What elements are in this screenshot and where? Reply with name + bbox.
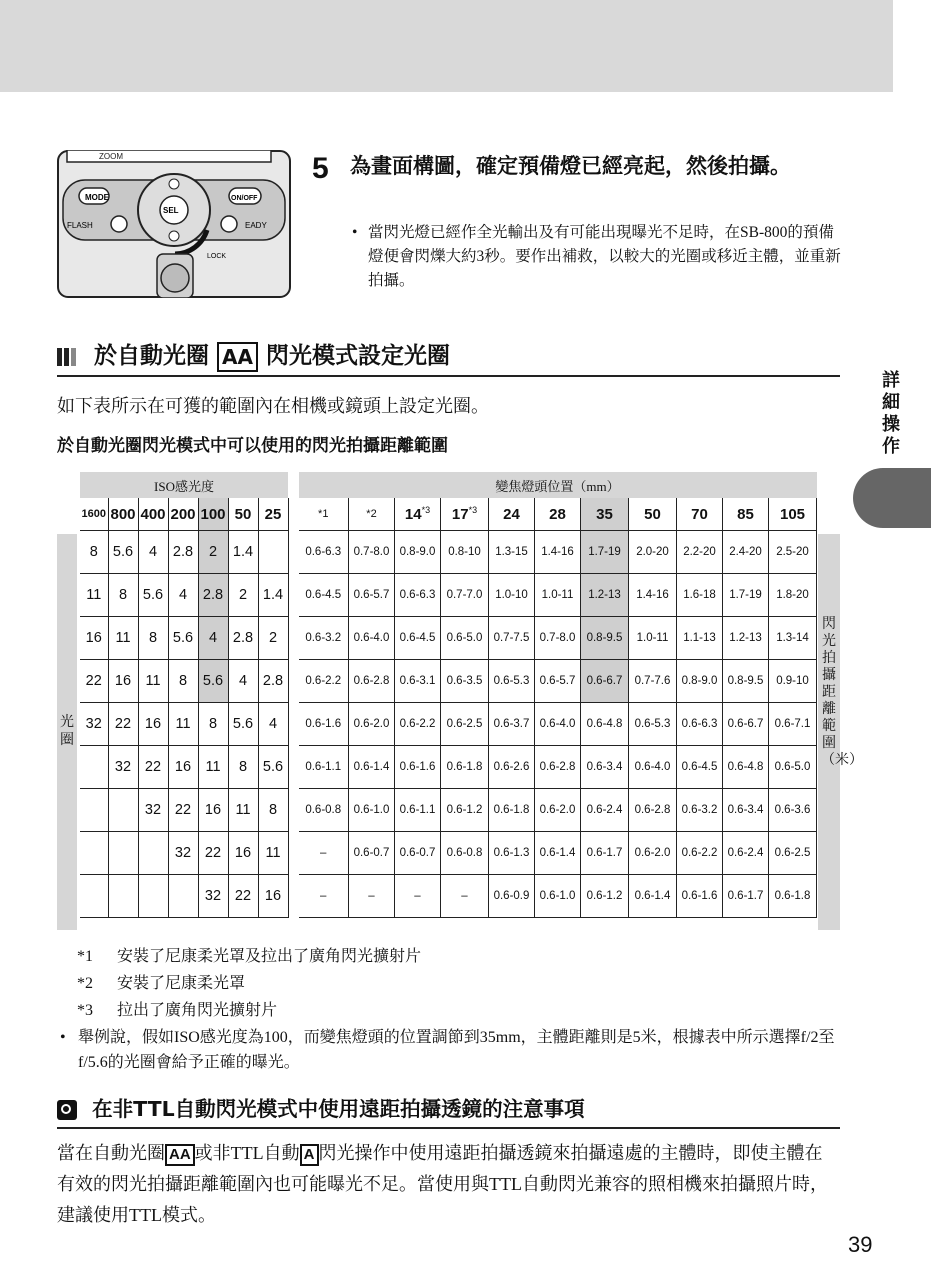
distance-cell: 0.6-2.8 bbox=[629, 789, 677, 832]
aperture-cell bbox=[108, 789, 138, 832]
aperture-cell: 16 bbox=[198, 789, 228, 832]
distance-cell: 0.6-4.8 bbox=[723, 746, 769, 789]
section2-body bbox=[57, 1138, 837, 1231]
aperture-cell: 8 bbox=[168, 660, 198, 703]
aperture-cell: 22 bbox=[80, 660, 108, 703]
aperture-cell: 22 bbox=[108, 703, 138, 746]
aperture-cell: 2.8 bbox=[198, 574, 228, 617]
distance-cell: 0.6-1.7 bbox=[581, 832, 629, 875]
aperture-cell: 1.4 bbox=[258, 574, 288, 617]
ready-label: EADY bbox=[245, 221, 267, 230]
iso-value-header: 800 bbox=[108, 498, 138, 531]
distance-cell: 2.5-20 bbox=[769, 531, 817, 574]
zoom-header: 變焦燈頭位置（mm） bbox=[299, 472, 817, 498]
section-title-suffix: 閃光模式設定光圈 bbox=[266, 343, 451, 369]
footnote-text: 拉出了廣角閃光擴射片 bbox=[117, 1002, 278, 1019]
aperture-cell: 8 bbox=[108, 574, 138, 617]
aperture-cell bbox=[138, 875, 168, 918]
distance-cell: 0.7-7.6 bbox=[629, 660, 677, 703]
footnote-key: *3 bbox=[77, 1002, 93, 1019]
flash-panel-drawing bbox=[57, 150, 291, 298]
zoom-position-header bbox=[395, 498, 441, 531]
iso-value-header: 1600 bbox=[80, 498, 108, 531]
distance-cell: 0.6-1.2 bbox=[441, 789, 489, 832]
flash-control-panel-illustration bbox=[57, 150, 291, 298]
aperture-cell bbox=[108, 875, 138, 918]
aperture-cell: 8 bbox=[198, 703, 228, 746]
zoom-position-header bbox=[629, 498, 677, 531]
distance-cell: 0.6-2.4 bbox=[723, 832, 769, 875]
distance-cell: 1.3-15 bbox=[489, 531, 535, 574]
page-number: 39 bbox=[848, 1232, 873, 1257]
section-bars-icon bbox=[57, 338, 78, 376]
iso-value-header: 25 bbox=[258, 498, 288, 531]
section-title-telephoto bbox=[57, 1093, 840, 1129]
aperture-cell: 8 bbox=[228, 746, 258, 789]
aperture-cell: 16 bbox=[108, 660, 138, 703]
distance-cell: 0.9-10 bbox=[769, 660, 817, 703]
distance-cell: 1.1-13 bbox=[677, 617, 723, 660]
zoom-position-header bbox=[581, 498, 629, 531]
iso-value-header: 400 bbox=[138, 498, 168, 531]
distance-cell: 0.6-6.3 bbox=[299, 531, 349, 574]
aperture-cell: 11 bbox=[108, 617, 138, 660]
distance-cell: 0.8-10 bbox=[441, 531, 489, 574]
note-magnifier-icon bbox=[57, 1100, 77, 1120]
distance-cell: 0.6-5.7 bbox=[535, 660, 581, 703]
aperture-cell: 16 bbox=[228, 832, 258, 875]
body-text: 或非TTL自動 bbox=[194, 1143, 300, 1163]
distance-cell: 0.6-2.8 bbox=[535, 746, 581, 789]
aperture-cell: 16 bbox=[138, 703, 168, 746]
distance-cell: 0.6-2.0 bbox=[629, 832, 677, 875]
distance-cell: 0.6-1.8 bbox=[489, 789, 535, 832]
top-header-band bbox=[0, 0, 893, 92]
step-number: 5 bbox=[312, 152, 329, 185]
aperture-cell: 16 bbox=[168, 746, 198, 789]
aperture-cell: 4 bbox=[198, 617, 228, 660]
distance-cell: 0.6-2.2 bbox=[299, 660, 349, 703]
table-row bbox=[80, 789, 817, 832]
aperture-cell: 11 bbox=[198, 746, 228, 789]
aperture-cell: 32 bbox=[198, 875, 228, 918]
zoom-label: 50 bbox=[644, 505, 661, 523]
distance-cell: 0.6-1.6 bbox=[677, 875, 723, 918]
side-tab-char: 作 bbox=[882, 436, 900, 457]
distance-cell: 0.6-1.4 bbox=[629, 875, 677, 918]
distance-cell: 0.6-1.7 bbox=[723, 875, 769, 918]
distance-cell: 0.6-4.0 bbox=[535, 703, 581, 746]
distance-cell: – bbox=[395, 875, 441, 918]
distance-cell: 0.7-7.5 bbox=[489, 617, 535, 660]
distance-cell: 0.6-4.5 bbox=[395, 617, 441, 660]
side-tab-char: 細 bbox=[882, 392, 900, 413]
aperture-cell: 22 bbox=[168, 789, 198, 832]
flash-distance-table bbox=[80, 472, 817, 918]
aperture-cell bbox=[258, 531, 288, 574]
aperture-cell: 5.6 bbox=[138, 574, 168, 617]
section-title-prefix: 於自動光圈 bbox=[94, 343, 210, 369]
aperture-cell: 11 bbox=[228, 789, 258, 832]
distance-cell: 0.6-6.3 bbox=[677, 703, 723, 746]
distance-cell: 0.6-3.4 bbox=[581, 746, 629, 789]
table-row bbox=[80, 660, 817, 703]
zoom-position-header bbox=[349, 498, 395, 531]
aperture-cell: 16 bbox=[258, 875, 288, 918]
distance-cell: 0.7-7.0 bbox=[441, 574, 489, 617]
zoom-label: *2 bbox=[366, 508, 377, 520]
aperture-cell: 2.8 bbox=[228, 617, 258, 660]
aperture-cell: 22 bbox=[198, 832, 228, 875]
section2-title-text: 在非TTL自動閃光模式中使用遠距拍攝透鏡的注意事項 bbox=[92, 1097, 585, 1121]
zoom-position-header bbox=[535, 498, 581, 531]
step-bullet-text: 當閃光燈已經作全光輸出及有可能出現曝光不足時，在SB-800的預備燈便會閃爍大約3秒。要作出補救，以較大的光圈或移近主體，並重新拍攝。 bbox=[368, 224, 841, 289]
distance-cell: 1.3-14 bbox=[769, 617, 817, 660]
iso-header: ISO感光度 bbox=[80, 472, 288, 498]
table-row bbox=[80, 746, 817, 789]
distance-cell: 1.0-10 bbox=[489, 574, 535, 617]
side-tab-char: 詳 bbox=[882, 370, 900, 391]
zoom-footnote-mark: *3 bbox=[421, 505, 431, 515]
distance-cell: 0.6-2.0 bbox=[349, 703, 395, 746]
distance-cell: 1.6-18 bbox=[677, 574, 723, 617]
distance-cell: 0.6-2.2 bbox=[677, 832, 723, 875]
aperture-cell: 32 bbox=[168, 832, 198, 875]
body-text: 當在自動光圈 bbox=[57, 1143, 165, 1163]
table-row bbox=[80, 832, 817, 875]
distance-cell: 0.6-5.0 bbox=[441, 617, 489, 660]
aperture-label-text: 光圈 bbox=[60, 715, 74, 748]
distance-cell: 1.8-20 bbox=[769, 574, 817, 617]
distance-cell: 0.6-2.8 bbox=[349, 660, 395, 703]
distance-cell: 0.6-3.1 bbox=[395, 660, 441, 703]
distance-cell: 0.6-1.0 bbox=[349, 789, 395, 832]
distance-axis-label bbox=[818, 534, 863, 930]
aperture-cell bbox=[138, 832, 168, 875]
aperture-cell: 11 bbox=[168, 703, 198, 746]
aperture-cell: 32 bbox=[108, 746, 138, 789]
distance-cell: 0.6-2.4 bbox=[581, 789, 629, 832]
table-row bbox=[80, 875, 817, 918]
table-row bbox=[80, 703, 817, 746]
aa-mode-icon: AA bbox=[217, 342, 258, 372]
aperture-cell: 22 bbox=[228, 875, 258, 918]
aperture-cell: 4 bbox=[228, 660, 258, 703]
aperture-cell: 8 bbox=[138, 617, 168, 660]
distance-cell: 0.6-1.2 bbox=[581, 875, 629, 918]
lock-label: LOCK bbox=[207, 253, 227, 260]
step-bullet bbox=[352, 221, 842, 293]
aperture-cell: 2 bbox=[228, 574, 258, 617]
distance-cell: 1.4-16 bbox=[535, 531, 581, 574]
aperture-cell: 4 bbox=[258, 703, 288, 746]
mode-button-label: MODE bbox=[85, 193, 109, 202]
aperture-cell bbox=[108, 832, 138, 875]
distance-cell: 0.6-3.7 bbox=[489, 703, 535, 746]
zoom-footnote-mark: *3 bbox=[468, 505, 478, 515]
zoom-label: 24 bbox=[503, 505, 520, 523]
table-row bbox=[80, 574, 817, 617]
distance-cell: 0.6-1.3 bbox=[489, 832, 535, 875]
aa-mode-icon: AA bbox=[165, 1144, 195, 1166]
sel-button-label: SEL bbox=[163, 206, 179, 215]
section-intro: 如下表所示在可獲的範圍內在相機或鏡頭上設定光圈。 bbox=[57, 396, 489, 416]
distance-cell: 0.6-2.0 bbox=[535, 789, 581, 832]
distance-cell: 0.6-7.1 bbox=[769, 703, 817, 746]
distance-cell: 0.6-5.3 bbox=[489, 660, 535, 703]
distance-cell: 0.6-0.9 bbox=[489, 875, 535, 918]
section-title-auto-aperture bbox=[57, 337, 840, 377]
distance-cell: 1.2-13 bbox=[581, 574, 629, 617]
aperture-cell: 2 bbox=[198, 531, 228, 574]
aperture-cell: 5.6 bbox=[228, 703, 258, 746]
aperture-cell: 5.6 bbox=[258, 746, 288, 789]
distance-cell: 0.6-2.5 bbox=[441, 703, 489, 746]
aperture-cell: 16 bbox=[80, 617, 108, 660]
distance-cell: 0.6-5.3 bbox=[629, 703, 677, 746]
zoom-label: 17 bbox=[451, 506, 469, 523]
aperture-cell: 32 bbox=[80, 703, 108, 746]
footnote-text: 安裝了尼康柔光罩 bbox=[117, 975, 246, 992]
aperture-cell: 2.8 bbox=[168, 531, 198, 574]
distance-cell: 0.6-3.2 bbox=[677, 789, 723, 832]
distance-cell: 0.6-6.3 bbox=[395, 574, 441, 617]
aperture-cell bbox=[80, 875, 108, 918]
aperture-cell: 5.6 bbox=[198, 660, 228, 703]
distance-cell: 0.6-6.7 bbox=[723, 703, 769, 746]
distance-cell: – bbox=[441, 875, 489, 918]
zoom-position-header bbox=[677, 498, 723, 531]
distance-cell: 0.7-8.0 bbox=[535, 617, 581, 660]
distance-cell: 0.6-5.7 bbox=[349, 574, 395, 617]
zoom-label: 35 bbox=[596, 505, 613, 523]
step-title: 為畫面構圖，確定預備燈已經亮起，然後拍攝。 bbox=[350, 154, 791, 178]
distance-cell: 2.0-20 bbox=[629, 531, 677, 574]
aperture-cell bbox=[168, 875, 198, 918]
distance-cell: 1.7-19 bbox=[723, 574, 769, 617]
aperture-cell: 32 bbox=[138, 789, 168, 832]
aperture-cell: 2.8 bbox=[258, 660, 288, 703]
distance-cell: 0.6-4.5 bbox=[677, 746, 723, 789]
side-tab-detailed-operation bbox=[876, 370, 906, 458]
aperture-cell bbox=[80, 832, 108, 875]
distance-cell: – bbox=[299, 832, 349, 875]
zoom-text: ZOOM bbox=[99, 152, 123, 161]
distance-cell: 0.8-9.0 bbox=[677, 660, 723, 703]
distance-cell: 0.8-9.5 bbox=[581, 617, 629, 660]
footnote-text: 安裝了尼康柔光罩及拉出了廣角閃光擴射片 bbox=[117, 948, 422, 965]
distance-cell: 0.6-6.7 bbox=[581, 660, 629, 703]
aperture-cell: 11 bbox=[258, 832, 288, 875]
onoff-button-label: ON/OFF bbox=[231, 195, 258, 202]
distance-cell: 0.6-3.6 bbox=[769, 789, 817, 832]
aperture-cell: 11 bbox=[80, 574, 108, 617]
body-text: 閃光操作中使用遠距拍攝透鏡來拍攝遠處的主體時，即使主體在有效的閃光拍攝距離範圍內也可能曝光不足。當使用與TTL自動閃光兼容的照相機來拍攝照片時，建議使用TTL模式。 bbox=[57, 1143, 828, 1225]
distance-cell: 2.4-20 bbox=[723, 531, 769, 574]
distance-cell: 0.6-1.6 bbox=[299, 703, 349, 746]
zoom-label: 105 bbox=[779, 505, 806, 523]
distance-cell: 0.6-3.4 bbox=[723, 789, 769, 832]
distance-cell: 0.6-2.6 bbox=[489, 746, 535, 789]
aperture-cell: 11 bbox=[138, 660, 168, 703]
distance-cell: 0.6-1.4 bbox=[349, 746, 395, 789]
iso-value-header: 100 bbox=[198, 498, 228, 531]
distance-cell: 0.6-0.8 bbox=[299, 789, 349, 832]
side-tab-marker bbox=[853, 468, 931, 528]
footnotes bbox=[77, 943, 421, 1024]
distance-cell: 0.6-3.5 bbox=[441, 660, 489, 703]
distance-cell: 0.6-1.8 bbox=[441, 746, 489, 789]
flash-label: FLASH bbox=[67, 221, 93, 230]
aperture-cell bbox=[80, 789, 108, 832]
distance-cell: 0.8-9.5 bbox=[723, 660, 769, 703]
aperture-cell: 8 bbox=[258, 789, 288, 832]
distance-cell: – bbox=[349, 875, 395, 918]
distance-cell: 0.6-5.0 bbox=[769, 746, 817, 789]
distance-cell: 1.4-16 bbox=[629, 574, 677, 617]
distance-cell: 0.6-4.0 bbox=[629, 746, 677, 789]
distance-cell: 0.6-0.7 bbox=[395, 832, 441, 875]
aperture-cell: 1.4 bbox=[228, 531, 258, 574]
distance-cell: 0.6-1.4 bbox=[535, 832, 581, 875]
footnote-key: *1 bbox=[77, 948, 93, 965]
aperture-cell: 4 bbox=[138, 531, 168, 574]
distance-cell: 0.6-1.1 bbox=[299, 746, 349, 789]
zoom-label: 85 bbox=[737, 505, 754, 523]
aperture-cell: 22 bbox=[138, 746, 168, 789]
zoom-position-header bbox=[769, 498, 817, 531]
distance-cell: 0.7-8.0 bbox=[349, 531, 395, 574]
distance-cell: 0.6-4.5 bbox=[299, 574, 349, 617]
distance-label-text: 閃光拍攝距離範圍（米） bbox=[821, 617, 863, 768]
aperture-cell bbox=[80, 746, 108, 789]
distance-cell: 0.6-2.5 bbox=[769, 832, 817, 875]
zoom-position-header bbox=[299, 498, 349, 531]
aperture-cell: 4 bbox=[168, 574, 198, 617]
table-title: 於自動光圈閃光模式中可以使用的閃光拍攝距離範圍 bbox=[57, 436, 448, 456]
side-tab-char: 操 bbox=[882, 414, 900, 435]
distance-cell: 1.0-11 bbox=[629, 617, 677, 660]
distance-cell: 2.2-20 bbox=[677, 531, 723, 574]
distance-cell: 0.6-3.2 bbox=[299, 617, 349, 660]
footnote bbox=[77, 943, 421, 970]
bullet-dot: • bbox=[352, 224, 358, 241]
distance-cell: 0.6-4.0 bbox=[349, 617, 395, 660]
distance-cell: 0.6-0.7 bbox=[349, 832, 395, 875]
distance-cell: 0.8-9.0 bbox=[395, 531, 441, 574]
footnote-key: *2 bbox=[77, 975, 93, 992]
example-paragraph bbox=[60, 1025, 850, 1075]
example-text: 舉例說，假如ISO感光度為100，而變焦燈頭的位置調節到35mm，主體距離則是5米，根據表中所示選擇f/2至f/5.6的光圈會給予正確的曝光。 bbox=[78, 1029, 835, 1071]
table-row bbox=[80, 531, 817, 574]
distance-cell: 0.6-4.8 bbox=[581, 703, 629, 746]
zoom-position-header bbox=[723, 498, 769, 531]
iso-value-header: 200 bbox=[168, 498, 198, 531]
footnote bbox=[77, 970, 421, 997]
zoom-label: 28 bbox=[549, 505, 566, 523]
distance-cell: 1.2-13 bbox=[723, 617, 769, 660]
zoom-position-header bbox=[489, 498, 535, 531]
footnote bbox=[77, 997, 421, 1024]
zoom-label: *1 bbox=[318, 508, 329, 520]
aperture-cell: 5.6 bbox=[168, 617, 198, 660]
aperture-cell: 8 bbox=[80, 531, 108, 574]
aperture-axis-label bbox=[57, 534, 77, 930]
distance-cell: 0.6-1.0 bbox=[535, 875, 581, 918]
zoom-label: 70 bbox=[691, 505, 708, 523]
distance-cell: 0.6-1.1 bbox=[395, 789, 441, 832]
table-row bbox=[80, 617, 817, 660]
zoom-position-header bbox=[441, 498, 489, 531]
distance-cell: 0.6-2.2 bbox=[395, 703, 441, 746]
distance-cell: 1.0-11 bbox=[535, 574, 581, 617]
iso-value-header: 50 bbox=[228, 498, 258, 531]
distance-cell: 0.6-1.8 bbox=[769, 875, 817, 918]
aperture-cell: 5.6 bbox=[108, 531, 138, 574]
distance-cell: – bbox=[299, 875, 349, 918]
distance-cell: 0.6-0.8 bbox=[441, 832, 489, 875]
aperture-cell: 2 bbox=[258, 617, 288, 660]
distance-cell: 0.6-1.6 bbox=[395, 746, 441, 789]
a-mode-icon: A bbox=[300, 1144, 319, 1166]
distance-cell: 1.7-19 bbox=[581, 531, 629, 574]
zoom-label: 14 bbox=[404, 506, 422, 523]
bullet-dot: • bbox=[60, 1029, 66, 1046]
